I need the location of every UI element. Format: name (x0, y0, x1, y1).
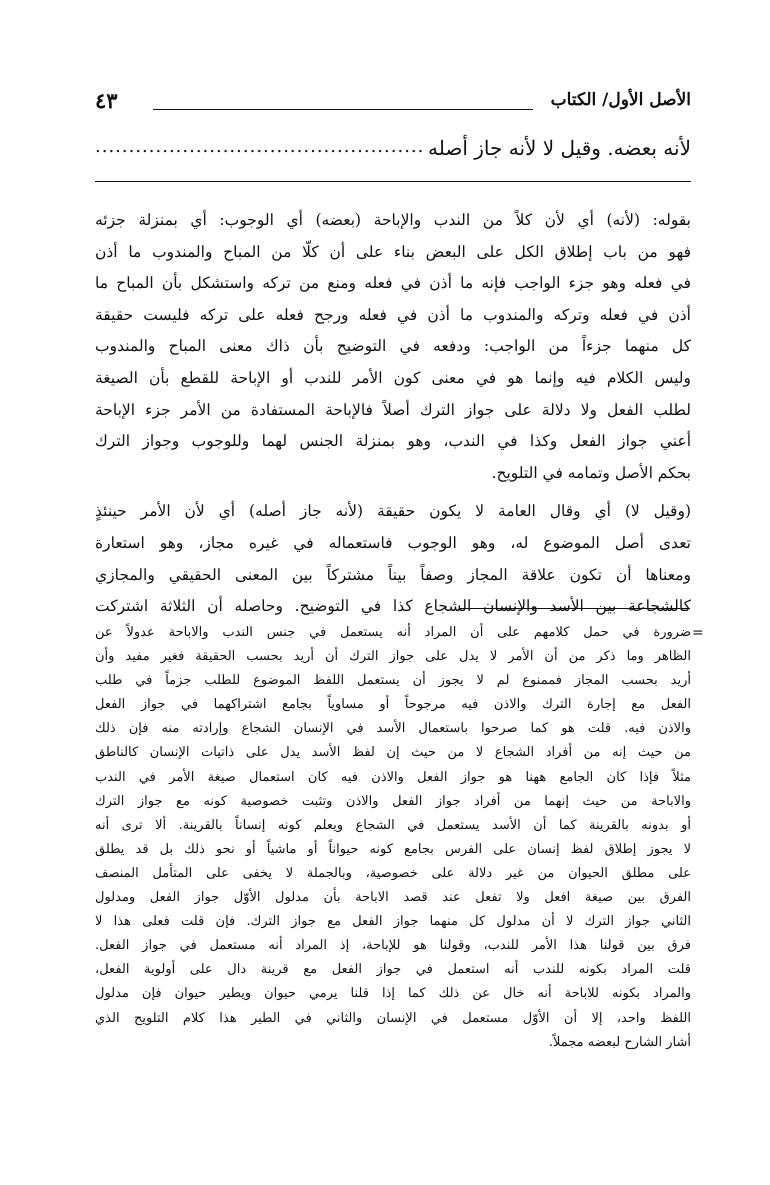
footnote-line: فرق بين قولنا هذا الأمر للندب، وقولنا هو للإباحة، إذ المراد أنه مستعمل في جواز الفعل. (95, 938, 691, 954)
commentary-paragraph (95, 496, 691, 622)
matn-separator-rule (95, 181, 691, 182)
text-line: ومعناها أن تكون علاقة المجاز وصفاً بيناً مشتركاً بين المعنى الحقيقي والمجازي (95, 565, 691, 584)
header-rule (153, 109, 533, 110)
text-line: فهو من باب إطلاق الكل على البعض بناء على أن كلّا من المباح والمندوب ما أذن (95, 242, 691, 261)
footnote-line: لا يجوز إطلاق لفظ إنسان على الفرس بجامع كونه حيواناً أو ماشياً أو نحو ذلك بل قد يطلق (95, 841, 691, 857)
commentary-paragraph (95, 205, 691, 489)
matn-line (95, 136, 691, 168)
footnote-line: أشار الشارح لبعضه مجملاً. (548, 1034, 691, 1050)
footnote-line: والاباحة من حيث إنهما من أفراد جواز الفعل والاذن وتثبت خصوصية كونه مع جواز الترك (95, 793, 691, 809)
footnote-line: على مطلق الحيوان من غير دلالة على خصوصية، وبالجملة لا يخفى على المتأمل المنصف (95, 865, 691, 881)
footnote-line: والمراد بكونه للاباحة أنه خال عن ذلك كما إذا قلنا يرمي حيوان ويطير حيوان فإن مدلول (95, 986, 691, 1002)
footnote-line: الفعل مع إجارة الترك والاذن فيه مرجوحاً أو مساوياً بجامع اشتراكهما في جواز الفعل (95, 697, 691, 713)
text-line: وليس الكلام فيه وإنما هو في معنى كون الأمر للندب أو الإباحة للقطع بأن الصيغة (95, 368, 691, 387)
footnote-line: الفرق بين صيغة افعل ولا تفعل عند قصد الاباحة بأن مدلول الأوّل جواز الفعل ومدلول (95, 890, 691, 906)
matn-ellipsis: ................................................. (95, 136, 425, 157)
footnote-separator-rule (460, 608, 690, 609)
running-header (95, 90, 691, 118)
matn-text: لأنه بعضه. وقيل لا لأنه جاز أصله (428, 136, 691, 160)
footnote-line: قلت المراد بكونه للندب أنه استعمل في جواز الفعل مع قرينة دال على أولوية الفعل، (95, 962, 691, 978)
footnote-line: الثاني جواز الترك لا أن مدلول كل منهما جواز الفعل مع جواز الترك. فإن قلت فعلى هذا لا (95, 914, 691, 930)
footnote-continuation-marker: = (692, 625, 704, 641)
footnote-line: أو بدونه بالقرينة كما أن الأسد يستعمل في الشجاع ويعلم كونه إنساناً بالقرينة. ألا ترى أنه (95, 817, 691, 833)
text-line: كالشجاعة بين الأسد والإنسان الشجاع كذا في التوضيح. وحاصله أن الثلاثة اشتركت (95, 597, 691, 616)
page-number: ٤٣ (95, 88, 118, 113)
footnote-line: الظاهر وما ذكر من أن الأمر لا يدل على جواز الترك أن أريد بحسب الحقيقة فغير مفيد وأن (95, 649, 691, 665)
paragraph-gap (95, 489, 691, 496)
commentary-body (95, 205, 691, 623)
text-line: أذن في فعله وتركه والمندوب ما أذن في فعله ورجح فعله على تركه فليست حقيقة (95, 305, 691, 324)
footnote-line: من حيث إنه من أفراد الشجاع لا من حيث إن لفظ الأسد يدل على ذاتيات الإنسان كالناطق (95, 745, 691, 761)
text-line: تعدى أصل الموضوع له، وهو الوجوب فاستعماله في غيره مجاز، وهو استعارة (95, 533, 691, 552)
text-line: (وقيل لا) أي وقال العامة لا يكون حقيقة (لأنه جاز أصله) أي لأن الأمر حينئذٍ (95, 502, 691, 521)
footnotes (95, 621, 691, 1055)
running-title: الأصل الأول/ الكتاب (550, 90, 691, 110)
text-line: في فعله وهو جزء الواجب فإنه ما أذن في فعله ومنع من تركه واستشكل بأن المباح ما (95, 274, 691, 293)
footnote-line: والاذن فيه. قلت هو كما صرحوا باستعمال الأسد في الإنسان الشجاع وإرادته منه فإن ذلك (95, 721, 691, 737)
text-line: لطلب الفعل ولا دلالة على جواز الترك أصلاً فالإباحة المستفادة من الأمر جزء الإباحة (95, 400, 691, 419)
text-line: بقوله: (لأنه) أي لأن كلاً من الندب والإباحة (بعضه) أي الوجوب: أي بمنزلة جزئه (95, 211, 691, 229)
text-line: كل منهما جزءاً من الواجب: ودفعه في التوضيح بأن ذاك معنى المباح والمندوب (95, 337, 691, 356)
footnote-line: أريد بحسب المجاز فممنوع لم لا يجوز أن يستعمل اللفظ الموضوع للطلب جزماً في طلب (95, 673, 691, 689)
text-line: بحكم الأصل وتمامه في التلويح. (491, 463, 691, 482)
footnote-line: مثلاً فإذا كان الجامع ههنا هو جواز الفعل والاذن فيه كان استعمال صيغة الأمر في الندب (95, 769, 691, 785)
text-line: أعني جواز الفعل وكذا في الندب، وهو بمنزلة الجنس لهما وللوجوب وجواز الترك (95, 432, 691, 451)
footnote-line: اللفظ واحد، إلا أن الأوّل مستعمل في الإنسان والثاني في الطير هذا كلام التلويح الذي (95, 1010, 691, 1026)
footnote-line: ضرورة في حمل كلامهم على أن المراد أنه يستعمل في جنس الندب والاباحة عدولاً عن (95, 625, 691, 640)
